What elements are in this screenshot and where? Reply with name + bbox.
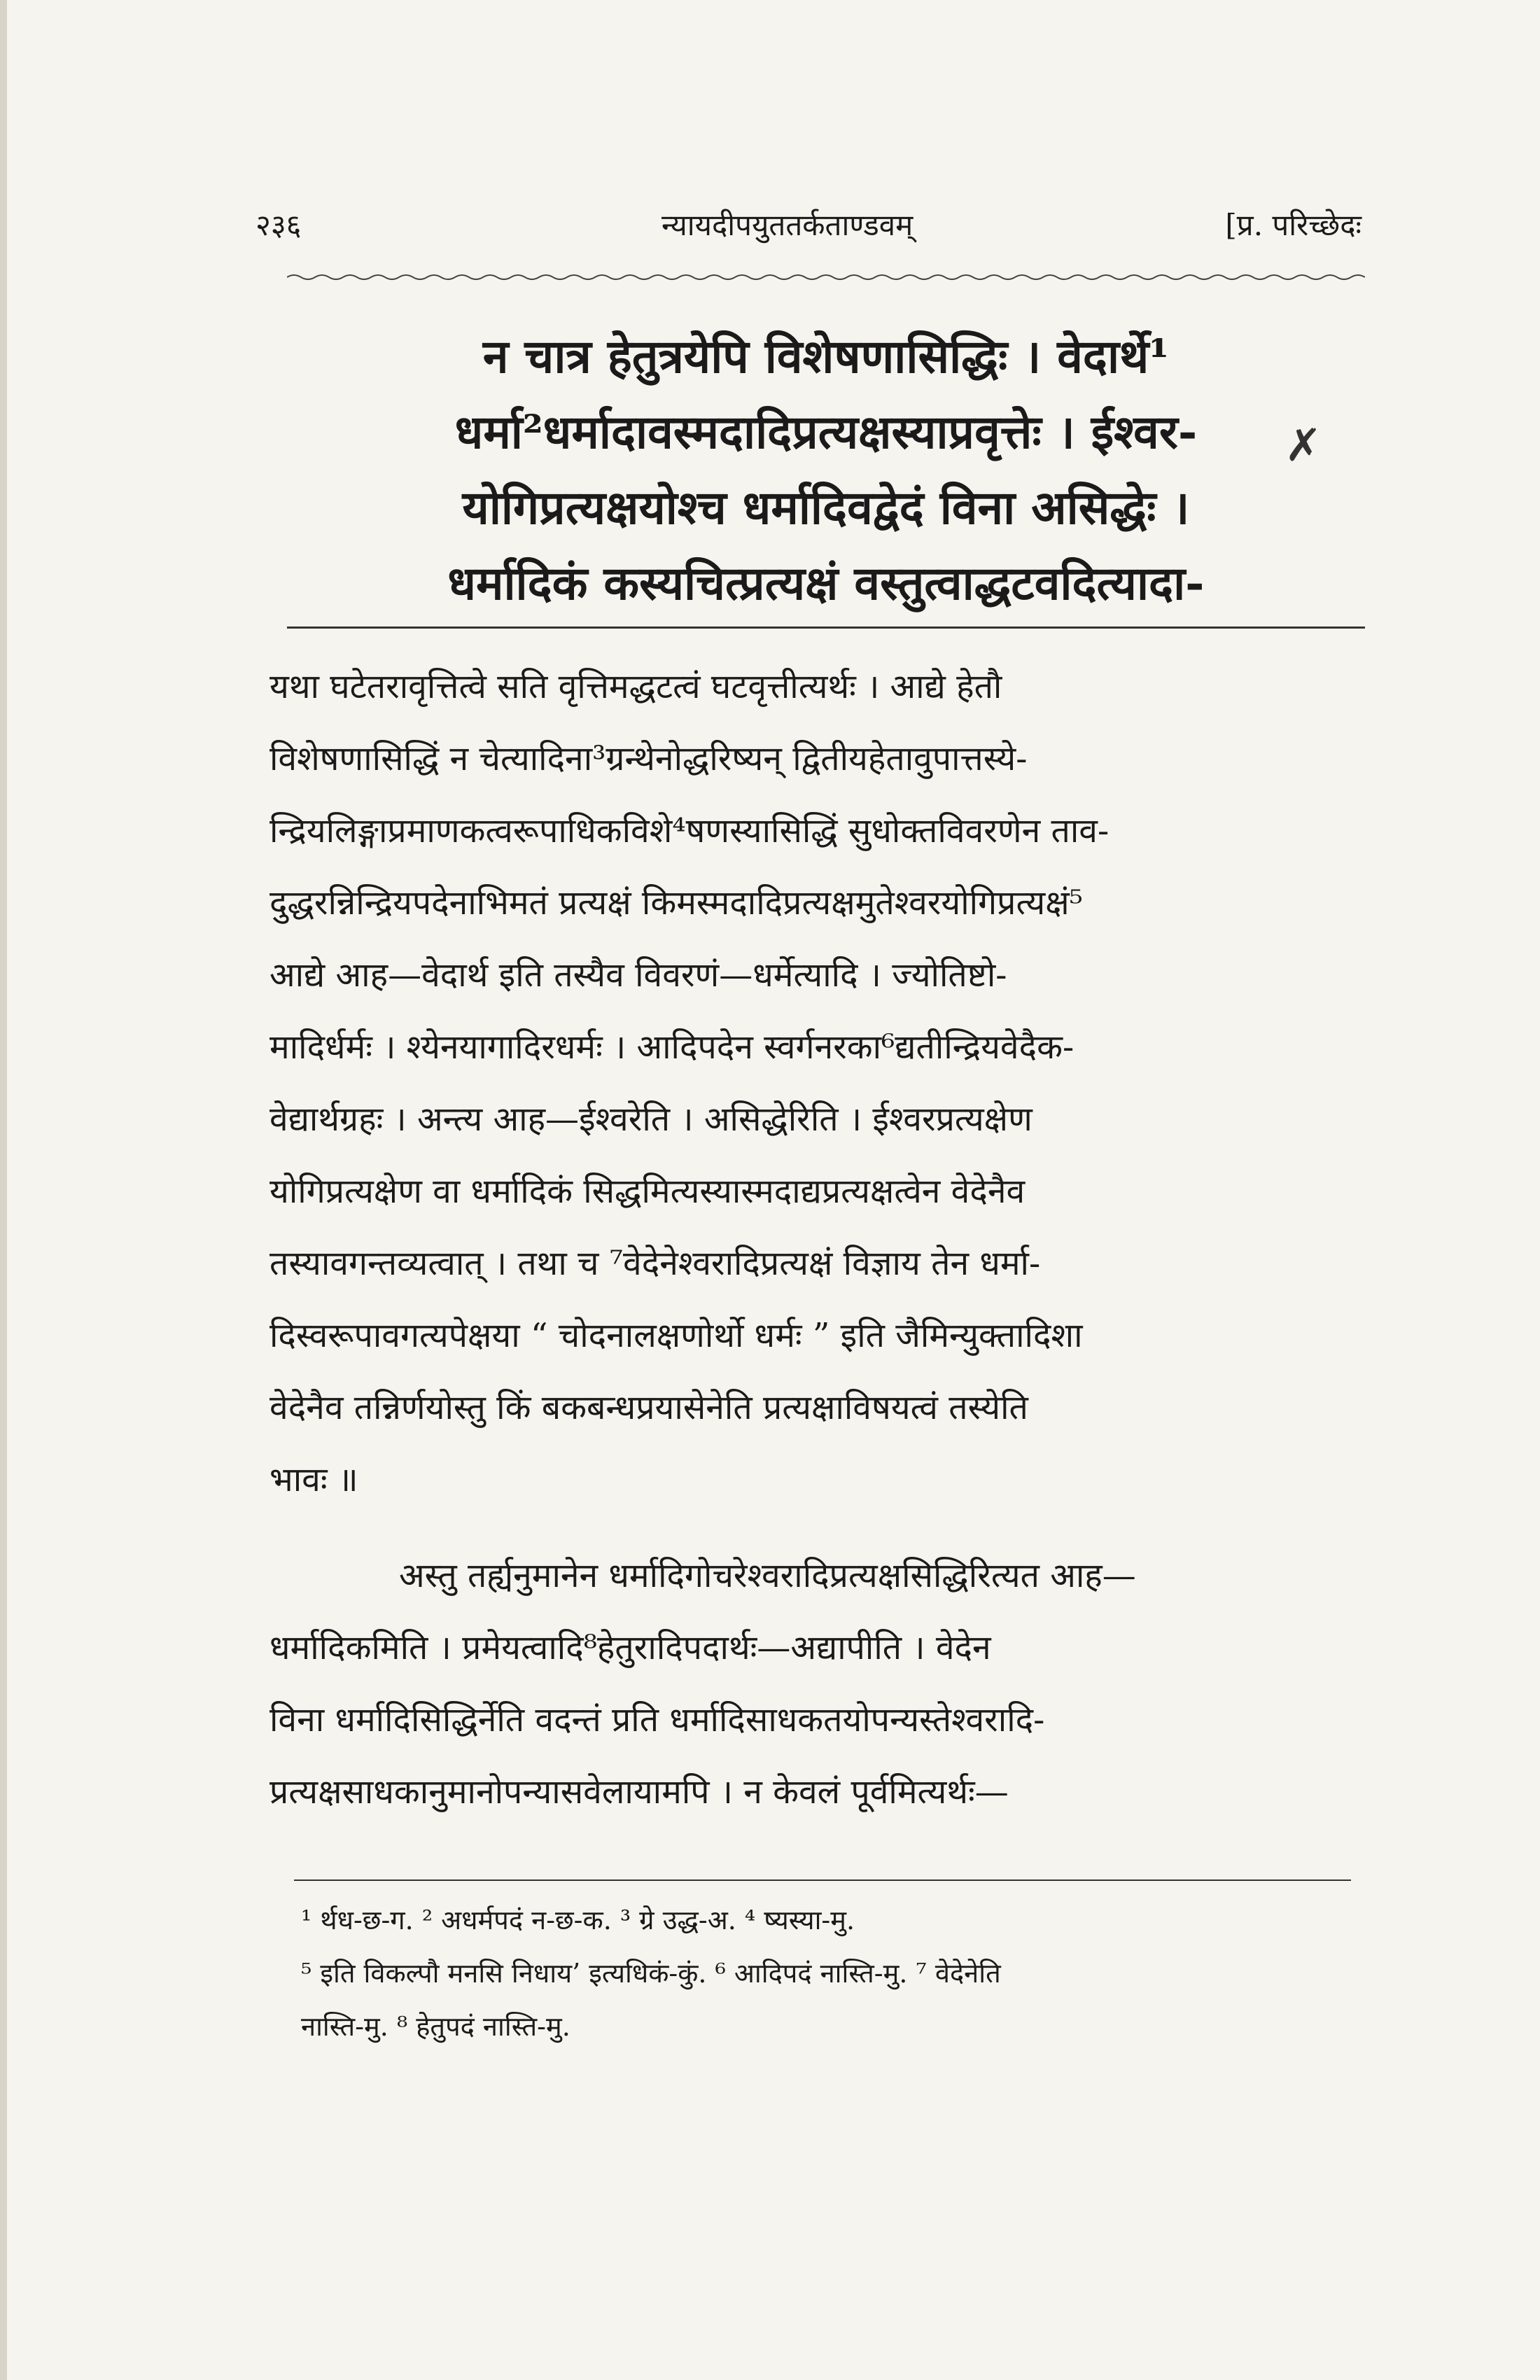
root-text-line: योगिप्रत्यक्षयोश्च धर्मादिवद्वेदं विना असिद्धेः । bbox=[462, 480, 1190, 535]
root-text-divider bbox=[287, 626, 1365, 629]
commentary-line: दुद्धरन्निन्द्रियपदेनाभिमतं प्रत्यक्षं किमस्मदादिप्रत्यक्षमुतेश्वरयोगिप्रत्यक्षं⁵ bbox=[270, 883, 1083, 923]
footnotes-block bbox=[301, 1893, 1351, 2053]
handwritten-margin-mark: ✗ bbox=[1284, 420, 1322, 472]
commentary-line: मादिर्धर्मः । श्येनयागादिरधर्मः । आदिपदेन स्वर्गनरका⁶द्यतीन्द्रियवेदैक- bbox=[270, 1028, 1074, 1067]
section-label: [प्र. परिच्छेदः bbox=[1225, 208, 1362, 242]
commentary-line: योगिप्रत्यक्षेण वा धर्मादिकं सिद्धमित्यस्यास्मदाद्यप्रत्यक्षत्वेन वेदेनैव bbox=[270, 1172, 1026, 1211]
commentary-line: तस्यावगन्तव्यत्वात् । तथा च ⁷वेदेनेश्वरादिप्रत्यक्षं विज्ञाय तेन धर्मा- bbox=[270, 1244, 1041, 1283]
footnote-divider bbox=[294, 1879, 1351, 1881]
footnote-line: ⁵ इति विकल्पौ मनसि निधाय’ इत्यधिकं-कुं. ⁶ आदिपदं नास्ति-मु. ⁷ वेदेनेति bbox=[301, 1958, 1001, 1989]
root-text-line: न चात्र हेतुत्रयेपि विशेषणासिद्धिः । वेदार्थे¹ bbox=[482, 329, 1170, 384]
header-wavy-rule bbox=[287, 272, 1365, 283]
commentary-line: भावः ॥ bbox=[270, 1460, 358, 1499]
commentary-line: विना धर्मादिसिद्धिर्नेति वदन्तं प्रति धर्मादिसाधकतयोपन्यस्तेश्वरादि- bbox=[270, 1700, 1045, 1740]
commentary-line: वेद्यार्थग्रहः । अन्त्य आह—ईश्वरेति । असिद्धेरिति । ईश्वरप्रत्यक्षेण bbox=[270, 1100, 1032, 1139]
commentary-line: दिस्वरूपावगत्यपेक्षया “ चोदनालक्षणोर्थो धर्मः ” इति जैमिन्युक्तादिशा bbox=[270, 1316, 1083, 1355]
commentary-line: विशेषणासिद्धिं न चेत्यादिना³ग्रन्थेनोद्धरिष्यन् द्वितीयहेतावुपात्तस्ये- bbox=[270, 739, 1028, 778]
root-text-block bbox=[287, 318, 1365, 621]
footnote-line: ¹ र्थध-छ-ग. ² अधर्मपदं न-छ-क. ³ ग्रे उद्ध-अ. ⁴ ष्यस्या-मु. bbox=[301, 1905, 855, 1935]
commentary-line: धर्मादिकमिति । प्रमेयत्वादि⁸हेतुरादिपदार्थः—अद्यापीति । वेदेन bbox=[270, 1628, 991, 1667]
commentary-line: वेदेनैव तन्निर्णयोस्तु किं बकबन्धप्रयासेनेति प्रत्यक्षाविषयत्वं तस्येति bbox=[270, 1388, 1028, 1427]
root-text-line: धर्मादिकं कस्यचित्प्रत्यक्षं वस्तुत्वाद्धटवदित्यादा- bbox=[447, 556, 1205, 610]
root-text-line: धर्मा²धर्मादावस्मदादिप्रत्यक्षस्याप्रवृत्तेः । ईश्वर- bbox=[454, 405, 1198, 459]
commentary-line: अस्तु तर्ह्यनुमानेन धर्मादिगोचरेश्वरादिप्रत्यक्षसिद्धिरित्यत आह— bbox=[399, 1556, 1136, 1595]
commentary-line: आद्ये आह—वेदार्थ इति तस्यैव विवरणं—धर्मेत्यादि । ज्योतिष्टो- bbox=[270, 955, 1007, 995]
commentary-line: यथा घटेतरावृत्तित्वे सति वृत्तिमद्धटत्वं घटवृत्तीत्यर्थः । आद्ये हेतौ bbox=[270, 667, 1002, 706]
book-title: न्यायदीपयुततर्कताण्डवम् bbox=[662, 208, 913, 242]
commentary-paragraph-2 bbox=[270, 1540, 1358, 1828]
page-number: २३६ bbox=[255, 208, 302, 242]
running-header bbox=[255, 204, 1362, 260]
commentary-line: प्रत्यक्षसाधकानुमानोपन्यासवेलायामपि । न केवलं पूर्वमित्यर्थः— bbox=[270, 1772, 1009, 1812]
commentary-line: न्द्रियलिङ्गाप्रमाणकत्वरूपाधिकविशे⁴षणस्यासिद्धिं सुधोक्तविवरणेन ताव- bbox=[270, 811, 1110, 850]
footnote-line: नास्ति-मु. ⁸ हेतुपदं नास्ति-मु. bbox=[301, 2011, 570, 2042]
commentary-paragraph-1 bbox=[270, 651, 1358, 1516]
